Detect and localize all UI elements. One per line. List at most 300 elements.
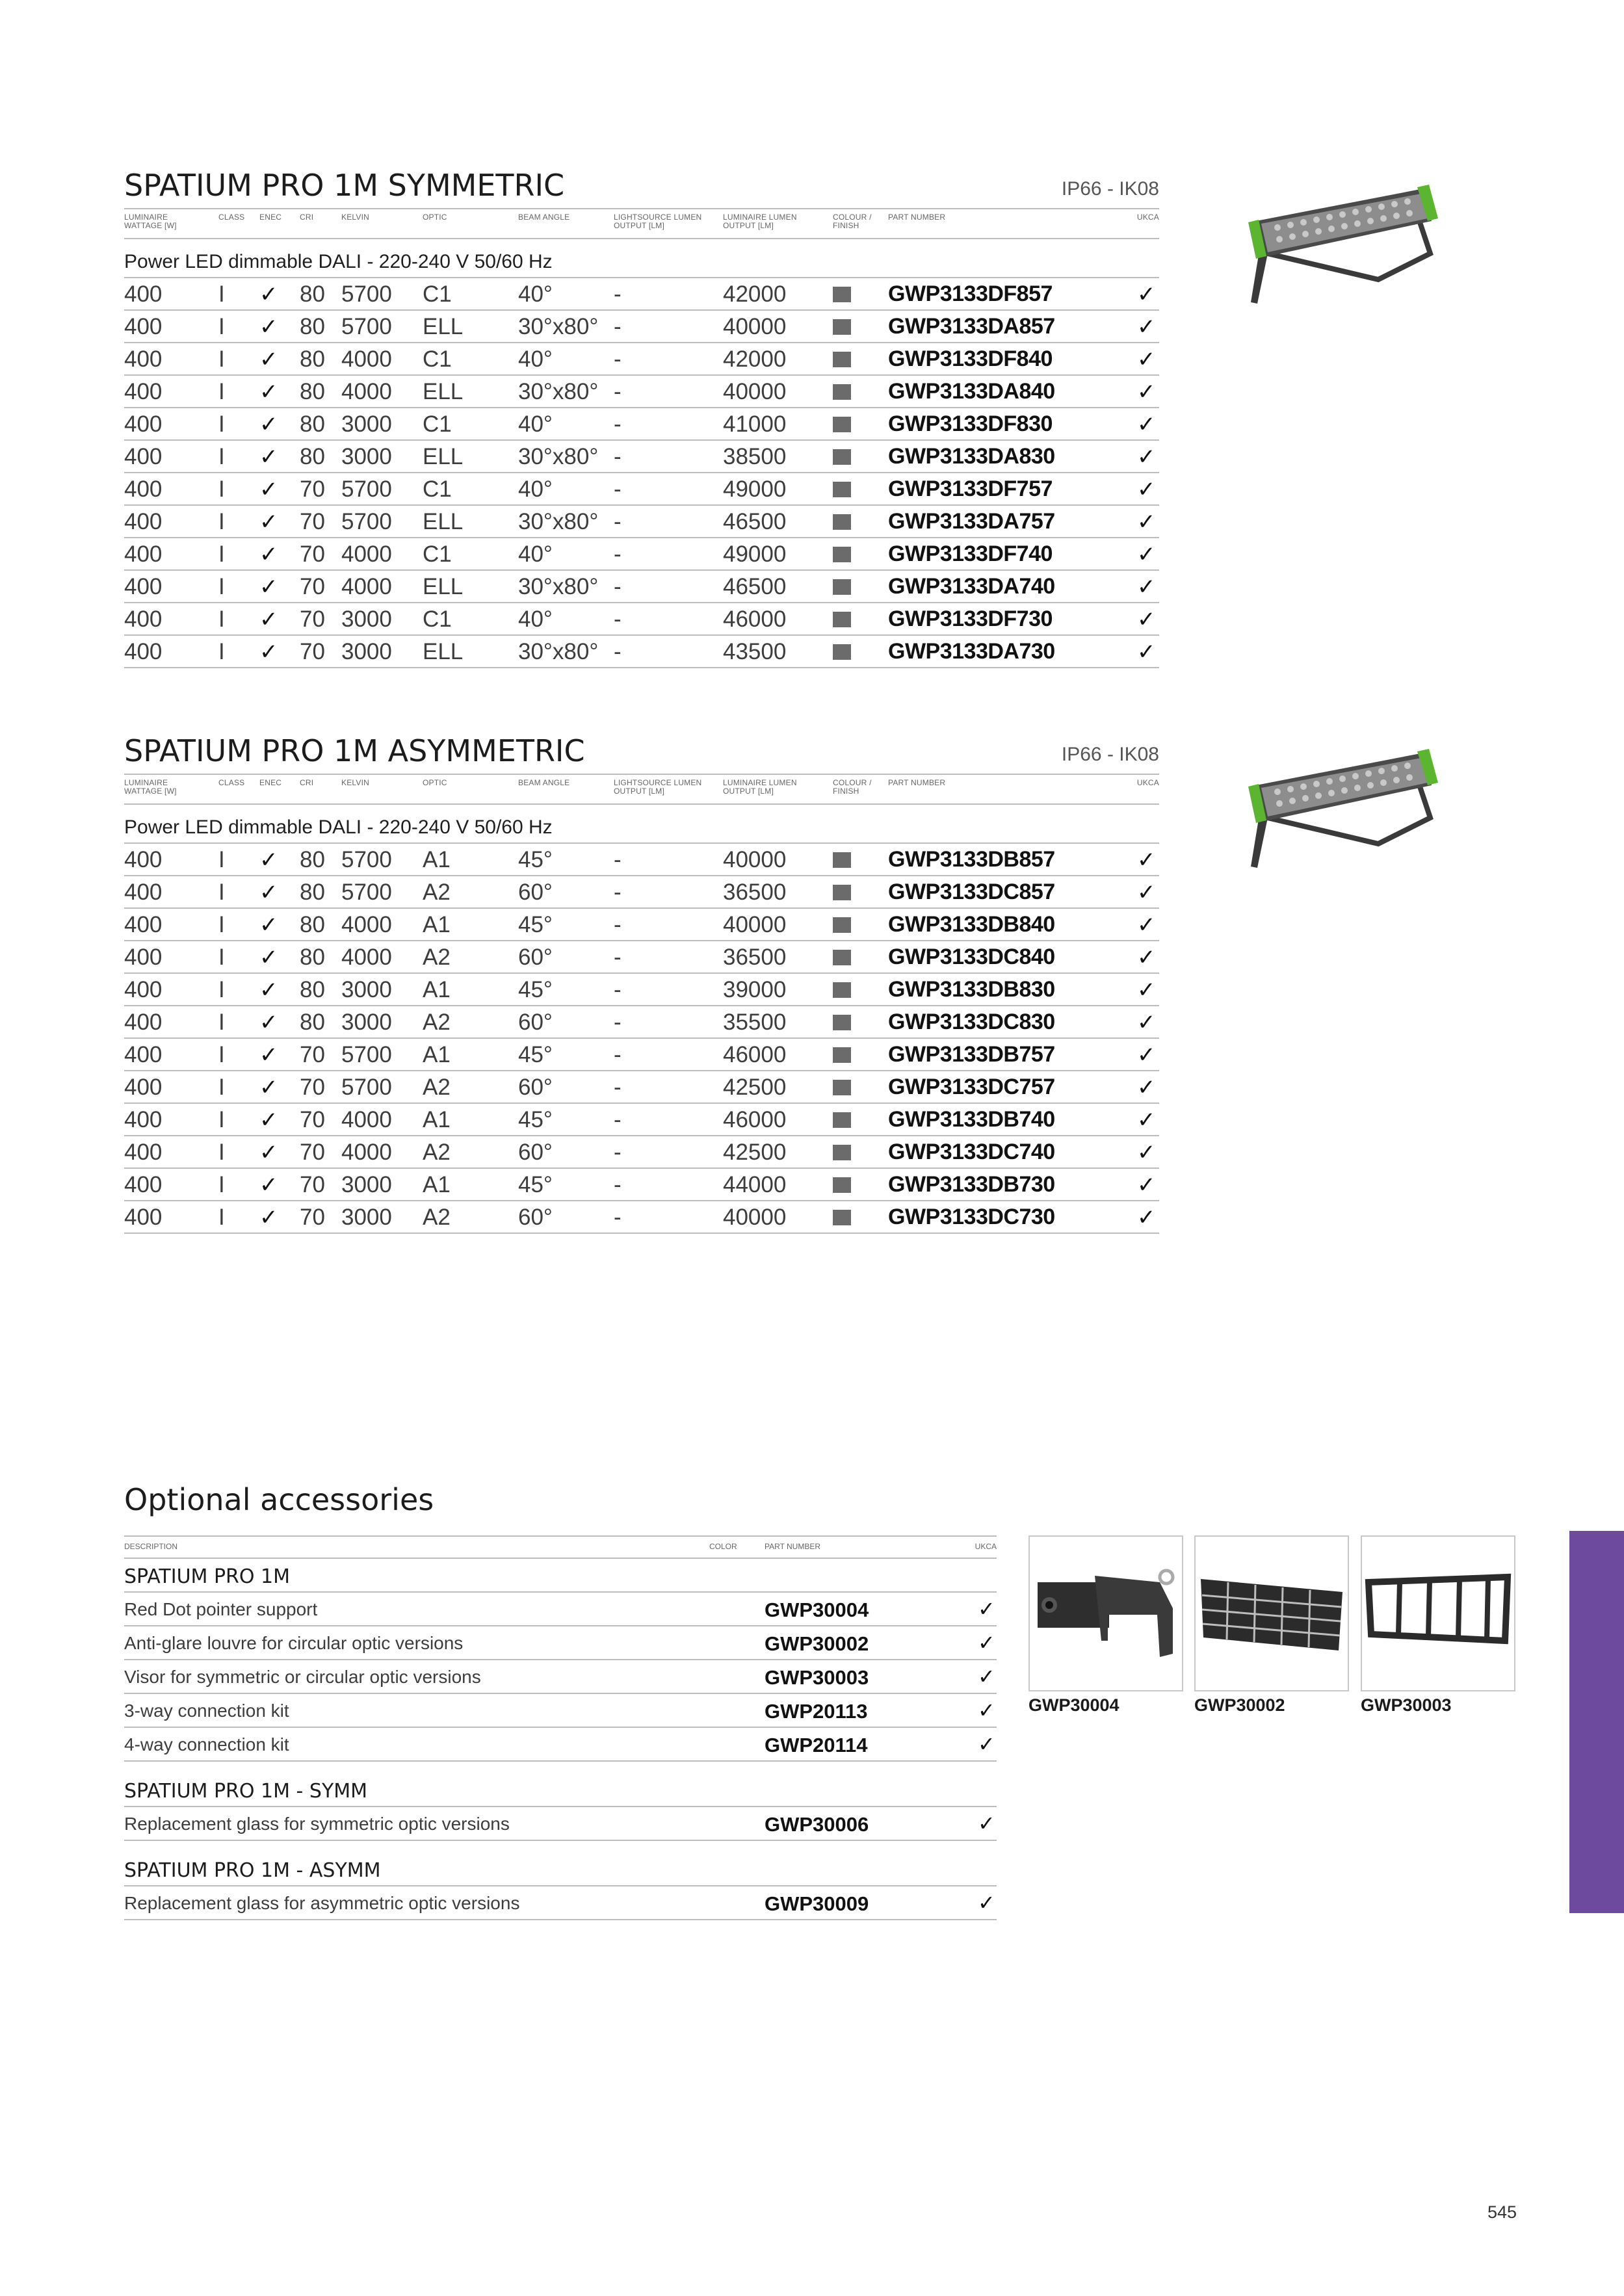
cell-enec: ✓ bbox=[259, 477, 278, 502]
cell-cri: 70 bbox=[300, 1140, 325, 1165]
cell-ls-lumen: - bbox=[614, 281, 622, 307]
cell-optic: C1 bbox=[423, 476, 452, 502]
cell-cri: 80 bbox=[300, 346, 325, 372]
cell-cri: 80 bbox=[300, 411, 325, 437]
table-row bbox=[124, 636, 1159, 668]
table-header bbox=[124, 774, 1159, 805]
cell-part-number: GWP3133DA857 bbox=[888, 314, 1055, 339]
cell-enec: ✓ bbox=[259, 412, 278, 437]
cell-part-number: GWP3133DC730 bbox=[888, 1205, 1055, 1229]
cell-class: I bbox=[218, 1075, 225, 1100]
table-row bbox=[124, 941, 1159, 974]
table-row bbox=[124, 844, 1159, 876]
accessory-description: Replacement glass for symmetric optic versions bbox=[124, 1814, 510, 1834]
cell-optic: C1 bbox=[423, 541, 452, 567]
cell-lum-lumen: 42500 bbox=[723, 1140, 787, 1165]
cell-ls-lumen: - bbox=[614, 1172, 622, 1197]
header-lum-lumen: LUMINAIRE LUMEN OUTPUT [LM] bbox=[723, 778, 797, 796]
header-description: DESCRIPTION bbox=[124, 1542, 178, 1551]
cell-lum-lumen: 35500 bbox=[723, 1010, 787, 1035]
cell-ukca: ✓ bbox=[1137, 945, 1156, 970]
cell-part-number: GWP3133DF857 bbox=[888, 281, 1053, 306]
header-lum-lumen: LUMINAIRE LUMEN OUTPUT [LM] bbox=[723, 213, 797, 230]
cell-ls-lumen: - bbox=[614, 977, 622, 1002]
table-row bbox=[124, 1136, 1159, 1169]
cell-optic: A1 bbox=[423, 1042, 451, 1067]
cell-enec: ✓ bbox=[259, 913, 278, 937]
cell-ukca: ✓ bbox=[1137, 575, 1156, 599]
cell-ukca: ✓ bbox=[1137, 848, 1156, 872]
cell-optic: A2 bbox=[423, 1205, 451, 1230]
table-row bbox=[124, 1169, 1159, 1201]
header-ls-lumen: LIGHTSOURCE LUMEN OUTPUT [LM] bbox=[614, 778, 702, 796]
colour-swatch bbox=[833, 1177, 851, 1193]
cell-wattage: 400 bbox=[124, 509, 163, 534]
header-kelvin: KELVIN bbox=[341, 213, 369, 222]
cell-part-number: GWP3133DB840 bbox=[888, 912, 1055, 937]
table-row bbox=[124, 1071, 1159, 1104]
cell-cri: 70 bbox=[300, 607, 325, 632]
cell-wattage: 400 bbox=[124, 912, 163, 937]
cell-part-number: GWP3133DA730 bbox=[888, 639, 1055, 664]
cell-enec: ✓ bbox=[259, 542, 278, 567]
cell-ukca: ✓ bbox=[1137, 1173, 1156, 1197]
cell-lum-lumen: 46500 bbox=[723, 574, 787, 599]
cell-lum-lumen: 41000 bbox=[723, 411, 787, 437]
cell-part-number: GWP3133DA740 bbox=[888, 574, 1055, 599]
cell-optic: A1 bbox=[423, 1172, 451, 1197]
colour-swatch bbox=[833, 579, 851, 595]
cell-optic: A1 bbox=[423, 977, 451, 1002]
header-enec: ENEC bbox=[259, 778, 282, 787]
cell-ukca: ✓ bbox=[1137, 1075, 1156, 1100]
cell-part-number: GWP3133DC840 bbox=[888, 945, 1055, 969]
cell-ukca: ✓ bbox=[1137, 1043, 1156, 1067]
cell-class: I bbox=[218, 411, 225, 437]
table-row bbox=[124, 909, 1159, 941]
cell-kelvin: 3000 bbox=[341, 411, 392, 437]
cell-ls-lumen: - bbox=[614, 1075, 622, 1100]
cell-lum-lumen: 43500 bbox=[723, 639, 787, 664]
cell-kelvin: 3000 bbox=[341, 639, 392, 664]
colour-swatch bbox=[833, 547, 851, 562]
header-wattage: LUMINAIRE WATTAGE [W] bbox=[124, 778, 177, 796]
cell-class: I bbox=[218, 314, 225, 339]
cell-wattage: 400 bbox=[124, 880, 163, 905]
accessory-groups bbox=[124, 1559, 997, 1920]
cell-ls-lumen: - bbox=[614, 346, 622, 372]
cell-enec: ✓ bbox=[259, 575, 278, 599]
accessory-caption: GWP30003 bbox=[1361, 1695, 1452, 1715]
cell-wattage: 400 bbox=[124, 1075, 163, 1100]
accessory-part-number: GWP30004 bbox=[765, 1598, 869, 1621]
header-ukca: UKCA bbox=[1136, 778, 1159, 787]
header-wattage: LUMINAIRE WATTAGE [W] bbox=[124, 213, 177, 230]
cell-ukca: ✓ bbox=[1137, 445, 1156, 469]
colour-swatch bbox=[833, 319, 851, 335]
cell-cri: 70 bbox=[300, 1172, 325, 1197]
section-title: SPATIUM PRO 1M SYMMETRIC bbox=[124, 168, 565, 203]
cell-wattage: 400 bbox=[124, 1205, 163, 1230]
cell-part-number: GWP3133DF730 bbox=[888, 607, 1053, 631]
cell-enec: ✓ bbox=[259, 347, 278, 372]
cell-lum-lumen: 46000 bbox=[723, 1107, 787, 1132]
cell-beam: 30°x80° bbox=[518, 639, 599, 664]
accessory-row bbox=[124, 1886, 997, 1920]
cell-optic: ELL bbox=[423, 444, 464, 469]
cell-kelvin: 3000 bbox=[341, 444, 392, 469]
cell-beam: 40° bbox=[518, 476, 553, 502]
cell-part-number: GWP3133DB757 bbox=[888, 1042, 1055, 1067]
accessory-ukca: ✓ bbox=[978, 1812, 995, 1835]
cell-kelvin: 5700 bbox=[341, 880, 392, 905]
cell-cri: 80 bbox=[300, 945, 325, 970]
accessory-row bbox=[124, 1807, 997, 1841]
cell-class: I bbox=[218, 1010, 225, 1035]
cell-enec: ✓ bbox=[259, 640, 278, 664]
cell-enec: ✓ bbox=[259, 1108, 278, 1132]
cell-wattage: 400 bbox=[124, 847, 163, 872]
cell-enec: ✓ bbox=[259, 1010, 278, 1035]
cell-ukca: ✓ bbox=[1137, 913, 1156, 937]
cell-ukca: ✓ bbox=[1137, 1108, 1156, 1132]
cell-ls-lumen: - bbox=[614, 607, 622, 632]
cell-class: I bbox=[218, 509, 225, 534]
cell-ls-lumen: - bbox=[614, 509, 622, 534]
cell-beam: 40° bbox=[518, 346, 553, 372]
cell-beam: 30°x80° bbox=[518, 379, 599, 404]
cell-part-number: GWP3133DB730 bbox=[888, 1172, 1055, 1197]
cell-enec: ✓ bbox=[259, 945, 278, 970]
table-row bbox=[124, 473, 1159, 506]
cell-lum-lumen: 40000 bbox=[723, 379, 787, 404]
cell-optic: A2 bbox=[423, 880, 451, 905]
cell-part-number: GWP3133DF740 bbox=[888, 541, 1053, 566]
cell-lum-lumen: 49000 bbox=[723, 476, 787, 502]
cell-part-number: GWP3133DB857 bbox=[888, 847, 1055, 872]
cell-ukca: ✓ bbox=[1137, 510, 1156, 534]
cell-optic: ELL bbox=[423, 639, 464, 664]
ip-rating: IP66 - IK08 bbox=[1061, 178, 1159, 200]
cell-class: I bbox=[218, 847, 225, 872]
accessory-part-number: GWP20114 bbox=[765, 1734, 868, 1756]
cell-ls-lumen: - bbox=[614, 574, 622, 599]
colour-swatch bbox=[833, 644, 851, 660]
accessory-row bbox=[124, 1660, 997, 1694]
cell-beam: 40° bbox=[518, 607, 553, 632]
cell-part-number: GWP3133DF840 bbox=[888, 346, 1053, 371]
colour-swatch bbox=[833, 1210, 851, 1225]
cell-ukca: ✓ bbox=[1137, 315, 1156, 339]
colour-swatch bbox=[833, 612, 851, 627]
cell-class: I bbox=[218, 1107, 225, 1132]
table-subheading: Power LED dimmable DALI - 220-240 V 50/60 Hz bbox=[124, 813, 1159, 844]
cell-part-number: GWP3133DC830 bbox=[888, 1010, 1055, 1034]
cell-class: I bbox=[218, 880, 225, 905]
cell-optic: C1 bbox=[423, 281, 452, 307]
cell-ls-lumen: - bbox=[614, 314, 622, 339]
cell-ukca: ✓ bbox=[1137, 607, 1156, 632]
accessory-ukca: ✓ bbox=[978, 1631, 995, 1654]
cell-beam: 40° bbox=[518, 411, 553, 437]
cell-kelvin: 3000 bbox=[341, 1205, 392, 1230]
cell-lum-lumen: 44000 bbox=[723, 1172, 787, 1197]
cell-class: I bbox=[218, 945, 225, 970]
cell-lum-lumen: 40000 bbox=[723, 314, 787, 339]
cell-cri: 70 bbox=[300, 541, 325, 567]
cell-beam: 40° bbox=[518, 281, 553, 307]
visor-icon bbox=[1362, 1537, 1514, 1690]
cell-optic: ELL bbox=[423, 379, 464, 404]
cell-ukca: ✓ bbox=[1137, 978, 1156, 1002]
cell-ukca: ✓ bbox=[1137, 880, 1156, 905]
cell-wattage: 400 bbox=[124, 1140, 163, 1165]
cell-class: I bbox=[218, 444, 225, 469]
cell-wattage: 400 bbox=[124, 314, 163, 339]
cell-cri: 80 bbox=[300, 379, 325, 404]
colour-swatch bbox=[833, 1112, 851, 1128]
cell-kelvin: 4000 bbox=[341, 379, 392, 404]
cell-beam: 60° bbox=[518, 1010, 553, 1035]
header-beam: BEAM ANGLE bbox=[518, 213, 570, 222]
header-part: PART NUMBER bbox=[888, 778, 946, 787]
colour-swatch bbox=[833, 417, 851, 432]
cell-optic: A2 bbox=[423, 1140, 451, 1165]
cell-enec: ✓ bbox=[259, 978, 278, 1002]
accessory-image-gwp30003 bbox=[1361, 1535, 1515, 1691]
accessory-ukca: ✓ bbox=[978, 1597, 995, 1621]
cell-ls-lumen: - bbox=[614, 1140, 622, 1165]
table-row bbox=[124, 603, 1159, 636]
cell-part-number: GWP3133DC757 bbox=[888, 1075, 1055, 1099]
cell-lum-lumen: 38500 bbox=[723, 444, 787, 469]
accessories-table bbox=[124, 1535, 997, 1920]
cell-optic: A2 bbox=[423, 1010, 451, 1035]
page-number: 545 bbox=[1487, 2202, 1517, 2222]
cell-enec: ✓ bbox=[259, 282, 278, 307]
cell-class: I bbox=[218, 912, 225, 937]
cell-beam: 60° bbox=[518, 1075, 553, 1100]
accessory-part-number: GWP20113 bbox=[765, 1700, 868, 1723]
accessory-group-heading: SPATIUM PRO 1M bbox=[124, 1559, 997, 1593]
cell-cri: 70 bbox=[300, 476, 325, 502]
accessory-part-number: GWP30006 bbox=[765, 1813, 869, 1836]
floodlight-symmetric-image bbox=[1242, 176, 1453, 312]
header-cri: CRI bbox=[300, 778, 314, 787]
cell-class: I bbox=[218, 379, 225, 404]
ip-rating: IP66 - IK08 bbox=[1061, 744, 1159, 765]
cell-wattage: 400 bbox=[124, 281, 163, 307]
cell-ukca: ✓ bbox=[1137, 542, 1156, 567]
cell-beam: 45° bbox=[518, 1107, 553, 1132]
louvre-icon bbox=[1196, 1537, 1348, 1690]
cell-ls-lumen: - bbox=[614, 1010, 622, 1035]
table-row bbox=[124, 506, 1159, 538]
cell-cri: 70 bbox=[300, 1042, 325, 1067]
cell-wattage: 400 bbox=[124, 1042, 163, 1067]
cell-enec: ✓ bbox=[259, 880, 278, 905]
cell-lum-lumen: 36500 bbox=[723, 880, 787, 905]
cell-cri: 80 bbox=[300, 1010, 325, 1035]
cell-lum-lumen: 39000 bbox=[723, 977, 787, 1002]
header-ls-lumen: LIGHTSOURCE LUMEN OUTPUT [LM] bbox=[614, 213, 702, 230]
cell-beam: 60° bbox=[518, 1140, 553, 1165]
accessory-description: 3-way connection kit bbox=[124, 1701, 289, 1721]
cell-part-number: GWP3133DB830 bbox=[888, 977, 1055, 1002]
cell-optic: A1 bbox=[423, 1107, 451, 1132]
colour-swatch bbox=[833, 449, 851, 465]
header-enec: ENEC bbox=[259, 213, 282, 222]
cell-cri: 70 bbox=[300, 1205, 325, 1230]
cell-wattage: 400 bbox=[124, 607, 163, 632]
cell-enec: ✓ bbox=[259, 1075, 278, 1100]
cell-cri: 80 bbox=[300, 880, 325, 905]
colour-swatch bbox=[833, 1015, 851, 1030]
cell-wattage: 400 bbox=[124, 444, 163, 469]
section-color-tab bbox=[1569, 1531, 1624, 1913]
cell-lum-lumen: 46000 bbox=[723, 607, 787, 632]
cell-wattage: 400 bbox=[124, 574, 163, 599]
table-row bbox=[124, 311, 1159, 343]
cell-lum-lumen: 40000 bbox=[723, 912, 787, 937]
cell-lum-lumen: 46500 bbox=[723, 509, 787, 534]
cell-beam: 30°x80° bbox=[518, 444, 599, 469]
cell-enec: ✓ bbox=[259, 1140, 278, 1165]
cell-ls-lumen: - bbox=[614, 379, 622, 404]
cell-class: I bbox=[218, 639, 225, 664]
cell-ls-lumen: - bbox=[614, 912, 622, 937]
cell-beam: 45° bbox=[518, 1042, 553, 1067]
cell-wattage: 400 bbox=[124, 411, 163, 437]
header-colour: COLOUR / FINISH bbox=[833, 778, 872, 796]
cell-cri: 80 bbox=[300, 977, 325, 1002]
colour-swatch bbox=[833, 950, 851, 965]
cell-beam: 40° bbox=[518, 541, 553, 567]
colour-swatch bbox=[833, 982, 851, 998]
cell-ls-lumen: - bbox=[614, 541, 622, 567]
colour-swatch bbox=[833, 1047, 851, 1063]
cell-wattage: 400 bbox=[124, 476, 163, 502]
cell-ukca: ✓ bbox=[1137, 380, 1156, 404]
cell-class: I bbox=[218, 541, 225, 567]
colour-swatch bbox=[833, 482, 851, 497]
cell-part-number: GWP3133DA840 bbox=[888, 379, 1055, 404]
table-row bbox=[124, 1006, 1159, 1039]
colour-swatch bbox=[833, 852, 851, 868]
cell-optic: A1 bbox=[423, 847, 451, 872]
cell-part-number: GWP3133DC857 bbox=[888, 880, 1055, 904]
accessory-row bbox=[124, 1593, 997, 1626]
table-row bbox=[124, 974, 1159, 1006]
cell-ukca: ✓ bbox=[1137, 347, 1156, 372]
cell-beam: 45° bbox=[518, 847, 553, 872]
accessory-ukca: ✓ bbox=[978, 1699, 995, 1722]
cell-enec: ✓ bbox=[259, 607, 278, 632]
cell-lum-lumen: 40000 bbox=[723, 1205, 787, 1230]
cell-lum-lumen: 42500 bbox=[723, 1075, 787, 1100]
cell-kelvin: 4000 bbox=[341, 1107, 392, 1132]
pointer-support-icon bbox=[1030, 1537, 1182, 1690]
cell-wattage: 400 bbox=[124, 977, 163, 1002]
cell-wattage: 400 bbox=[124, 1010, 163, 1035]
cell-kelvin: 4000 bbox=[341, 346, 392, 372]
cell-enec: ✓ bbox=[259, 445, 278, 469]
cell-cri: 70 bbox=[300, 509, 325, 534]
accessory-description: Visor for symmetric or circular optic versions bbox=[124, 1667, 481, 1687]
cell-optic: C1 bbox=[423, 411, 452, 437]
cell-enec: ✓ bbox=[259, 510, 278, 534]
table-subheading: Power LED dimmable DALI - 220-240 V 50/60 Hz bbox=[124, 247, 1159, 278]
header-class: CLASS bbox=[218, 778, 245, 787]
cell-optic: ELL bbox=[423, 314, 464, 339]
cell-class: I bbox=[218, 476, 225, 502]
accessory-ukca: ✓ bbox=[978, 1665, 995, 1688]
table-header bbox=[124, 208, 1159, 239]
table-row bbox=[124, 571, 1159, 603]
cell-kelvin: 5700 bbox=[341, 847, 392, 872]
header-class: CLASS bbox=[218, 213, 245, 222]
cell-kelvin: 4000 bbox=[341, 574, 392, 599]
accessory-image-gwp30002 bbox=[1194, 1535, 1349, 1691]
cell-enec: ✓ bbox=[259, 1043, 278, 1067]
cell-ls-lumen: - bbox=[614, 945, 622, 970]
cell-kelvin: 5700 bbox=[341, 1042, 392, 1067]
cell-optic: C1 bbox=[423, 607, 452, 632]
cell-wattage: 400 bbox=[124, 1107, 163, 1132]
cell-lum-lumen: 42000 bbox=[723, 281, 787, 307]
colour-swatch bbox=[833, 352, 851, 367]
cell-class: I bbox=[218, 977, 225, 1002]
cell-ukca: ✓ bbox=[1137, 1140, 1156, 1165]
cell-beam: 30°x80° bbox=[518, 574, 599, 599]
header-ukca: UKCA bbox=[1136, 213, 1159, 222]
cell-cri: 70 bbox=[300, 1075, 325, 1100]
cell-ls-lumen: - bbox=[614, 639, 622, 664]
cell-cri: 80 bbox=[300, 912, 325, 937]
header-optic: OPTIC bbox=[423, 213, 447, 222]
accessory-caption: GWP30004 bbox=[1028, 1695, 1120, 1715]
cell-wattage: 400 bbox=[124, 379, 163, 404]
table-row bbox=[124, 1104, 1159, 1136]
colour-swatch bbox=[833, 514, 851, 530]
accessory-row bbox=[124, 1728, 997, 1762]
cell-part-number: GWP3133DC740 bbox=[888, 1140, 1055, 1164]
cell-optic: ELL bbox=[423, 574, 464, 599]
table-row bbox=[124, 408, 1159, 441]
cell-lum-lumen: 46000 bbox=[723, 1042, 787, 1067]
cell-kelvin: 3000 bbox=[341, 1172, 392, 1197]
header-colour: COLOUR / FINISH bbox=[833, 213, 872, 230]
cell-lum-lumen: 40000 bbox=[723, 847, 787, 872]
accessory-image-gwp30004 bbox=[1028, 1535, 1183, 1691]
cell-kelvin: 5700 bbox=[341, 476, 392, 502]
cell-cri: 80 bbox=[300, 281, 325, 307]
table-row bbox=[124, 1201, 1159, 1234]
colour-swatch bbox=[833, 1080, 851, 1095]
cell-lum-lumen: 36500 bbox=[723, 945, 787, 970]
colour-swatch bbox=[833, 917, 851, 933]
accessory-group-heading: SPATIUM PRO 1M - SYMM bbox=[124, 1773, 997, 1807]
cell-enec: ✓ bbox=[259, 1205, 278, 1230]
cell-cri: 80 bbox=[300, 314, 325, 339]
cell-kelvin: 4000 bbox=[341, 541, 392, 567]
cell-kelvin: 3000 bbox=[341, 977, 392, 1002]
cell-kelvin: 5700 bbox=[341, 281, 392, 307]
cell-kelvin: 5700 bbox=[341, 1075, 392, 1100]
floodlight-asymmetric-image bbox=[1242, 740, 1453, 876]
cell-kelvin: 3000 bbox=[341, 607, 392, 632]
accessory-part-number: GWP30003 bbox=[765, 1666, 869, 1689]
